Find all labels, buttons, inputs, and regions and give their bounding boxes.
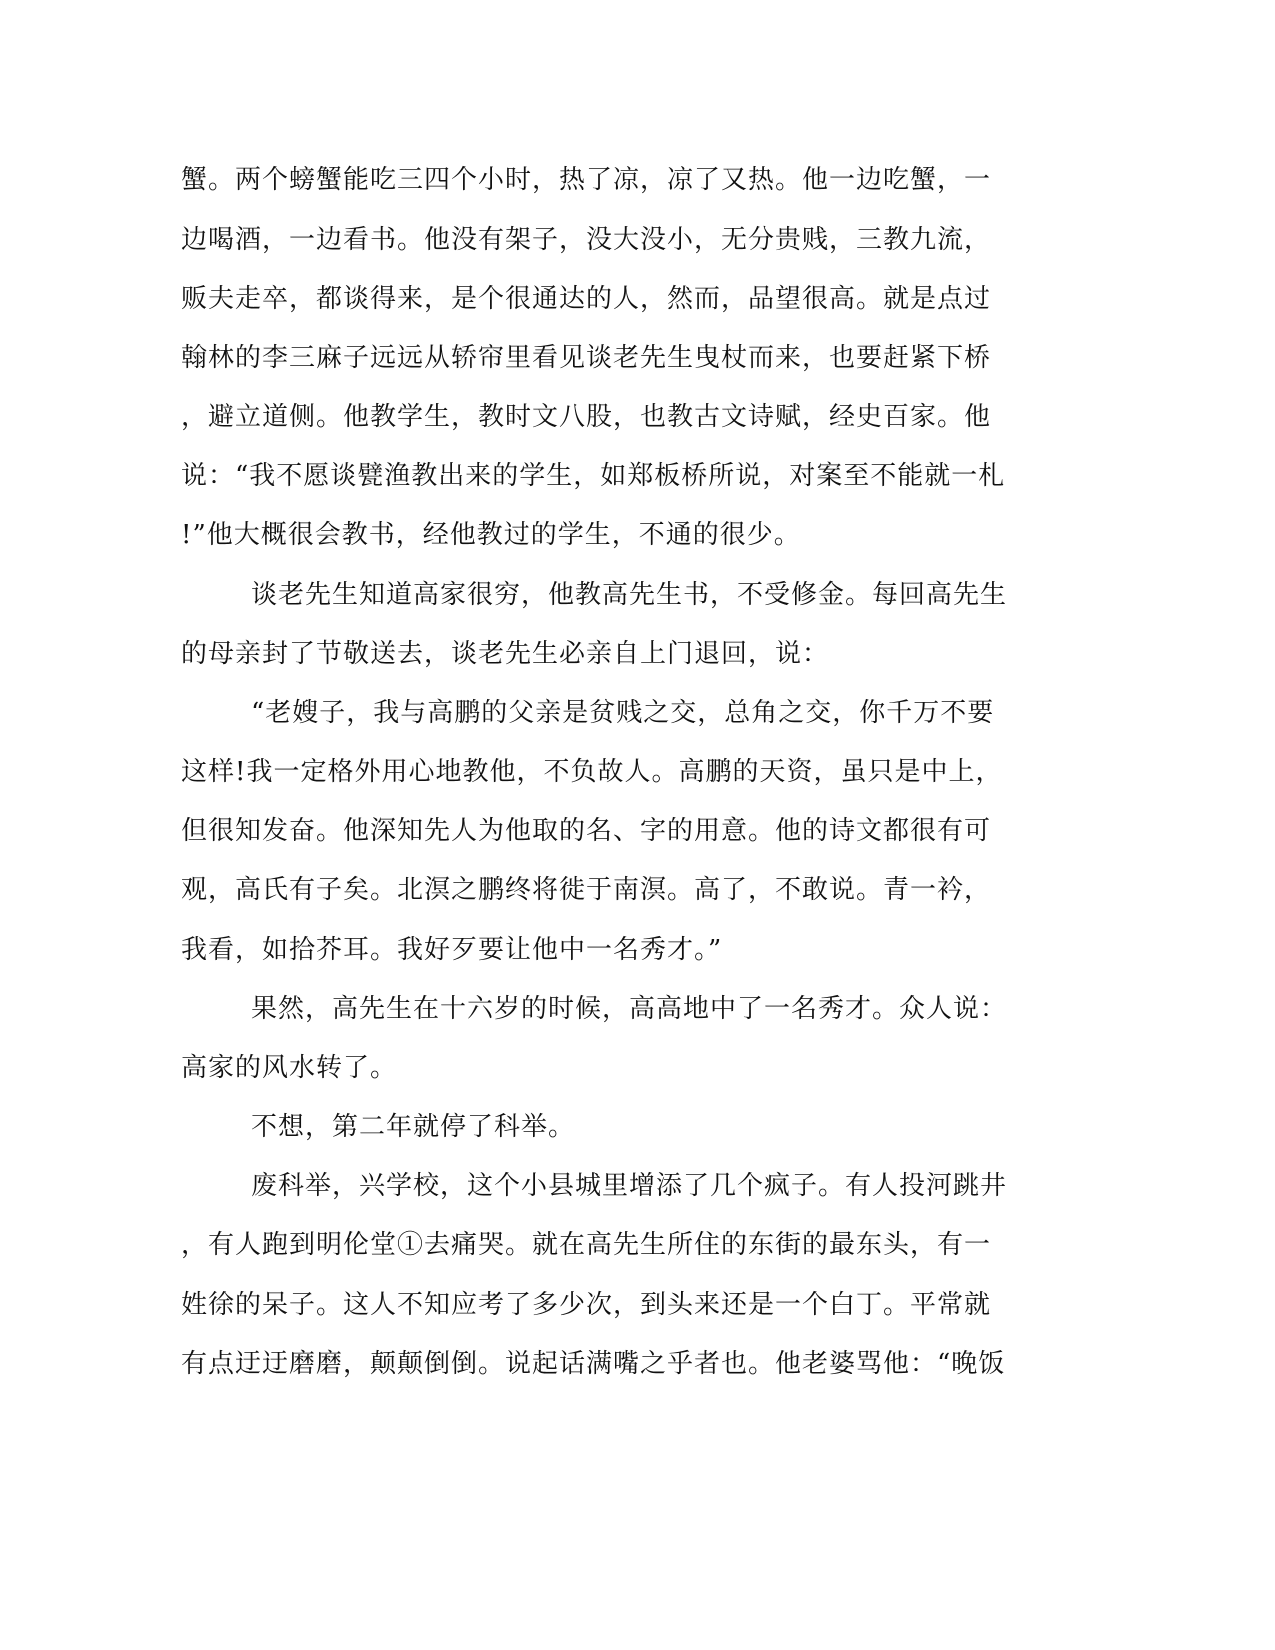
text-line: 果然，高先生在十六岁的时候，高高地中了一名秀才。众人说： <box>251 994 1008 1024</box>
text-line: 贩夫走卒，都谈得来，是个很通达的人，然而，品望很高。就是点过 <box>181 284 992 314</box>
text-line: ，有人跑到明伦堂①去痛哭。就在高先生所住的东街的最东头，有一 <box>181 1230 992 1260</box>
text-line: 有点迂迂磨磨，颠颠倒倒。说起话满嘴之乎者也。他老婆骂他：“晚饭 <box>181 1349 1006 1379</box>
text-line: 废科举，兴学校，这个小县城里增添了几个疯子。有人投河跳井 <box>251 1171 1008 1201</box>
text-line: 这样!我一定格外用心地教他，不负故人。高鹏的天资，虽只是中上， <box>181 757 1003 787</box>
text-line: 的母亲封了节敬送去，谈老先生必亲自上门退回，说： <box>181 639 830 669</box>
text-line: 不想，第二年就停了科举。 <box>251 1112 576 1142</box>
text-line: 蟹。两个螃蟹能吃三四个小时，热了凉，凉了又热。他一边吃蟹，一 <box>181 165 992 195</box>
text-line: 说：“我不愿谈甓渔教出来的学生，如郑板桥所说，对案至不能就一札 <box>181 461 1006 491</box>
text-line: 高家的风水转了。 <box>181 1053 398 1083</box>
text-line: 观，高氏有子矣。北溟之鹏终将徙于南溟。高了，不敢说。青一衿， <box>181 875 992 905</box>
text-line: 边喝酒，一边看书。他没有架子，没大没小，无分贵贱，三教九流， <box>181 225 992 255</box>
text-line: 我看，如拾芥耳。我好歹要让他中一名秀才。” <box>181 935 723 965</box>
text-line: “老嫂子，我与高鹏的父亲是贫贱之交，总角之交，你千万不要 <box>251 698 995 728</box>
text-line: 谈老先生知道高家很穷，他教高先生书，不受修金。每回高先生 <box>251 580 1008 610</box>
text-line: ，避立道侧。他教学生，教时文八股，也教古文诗赋，经史百家。他 <box>181 402 992 432</box>
text-line: 姓徐的呆子。这人不知应考了多少次，到头来还是一个白丁。平常就 <box>181 1290 992 1320</box>
text-line: !”他大概很会教书，经他教过的学生，不通的很少。 <box>181 520 801 550</box>
text-line: 翰林的李三麻子远远从轿帘里看见谈老先生曳杖而来，也要赶紧下桥 <box>181 343 992 373</box>
text-line: 但很知发奋。他深知先人为他取的名、字的用意。他的诗文都很有可 <box>181 816 992 846</box>
